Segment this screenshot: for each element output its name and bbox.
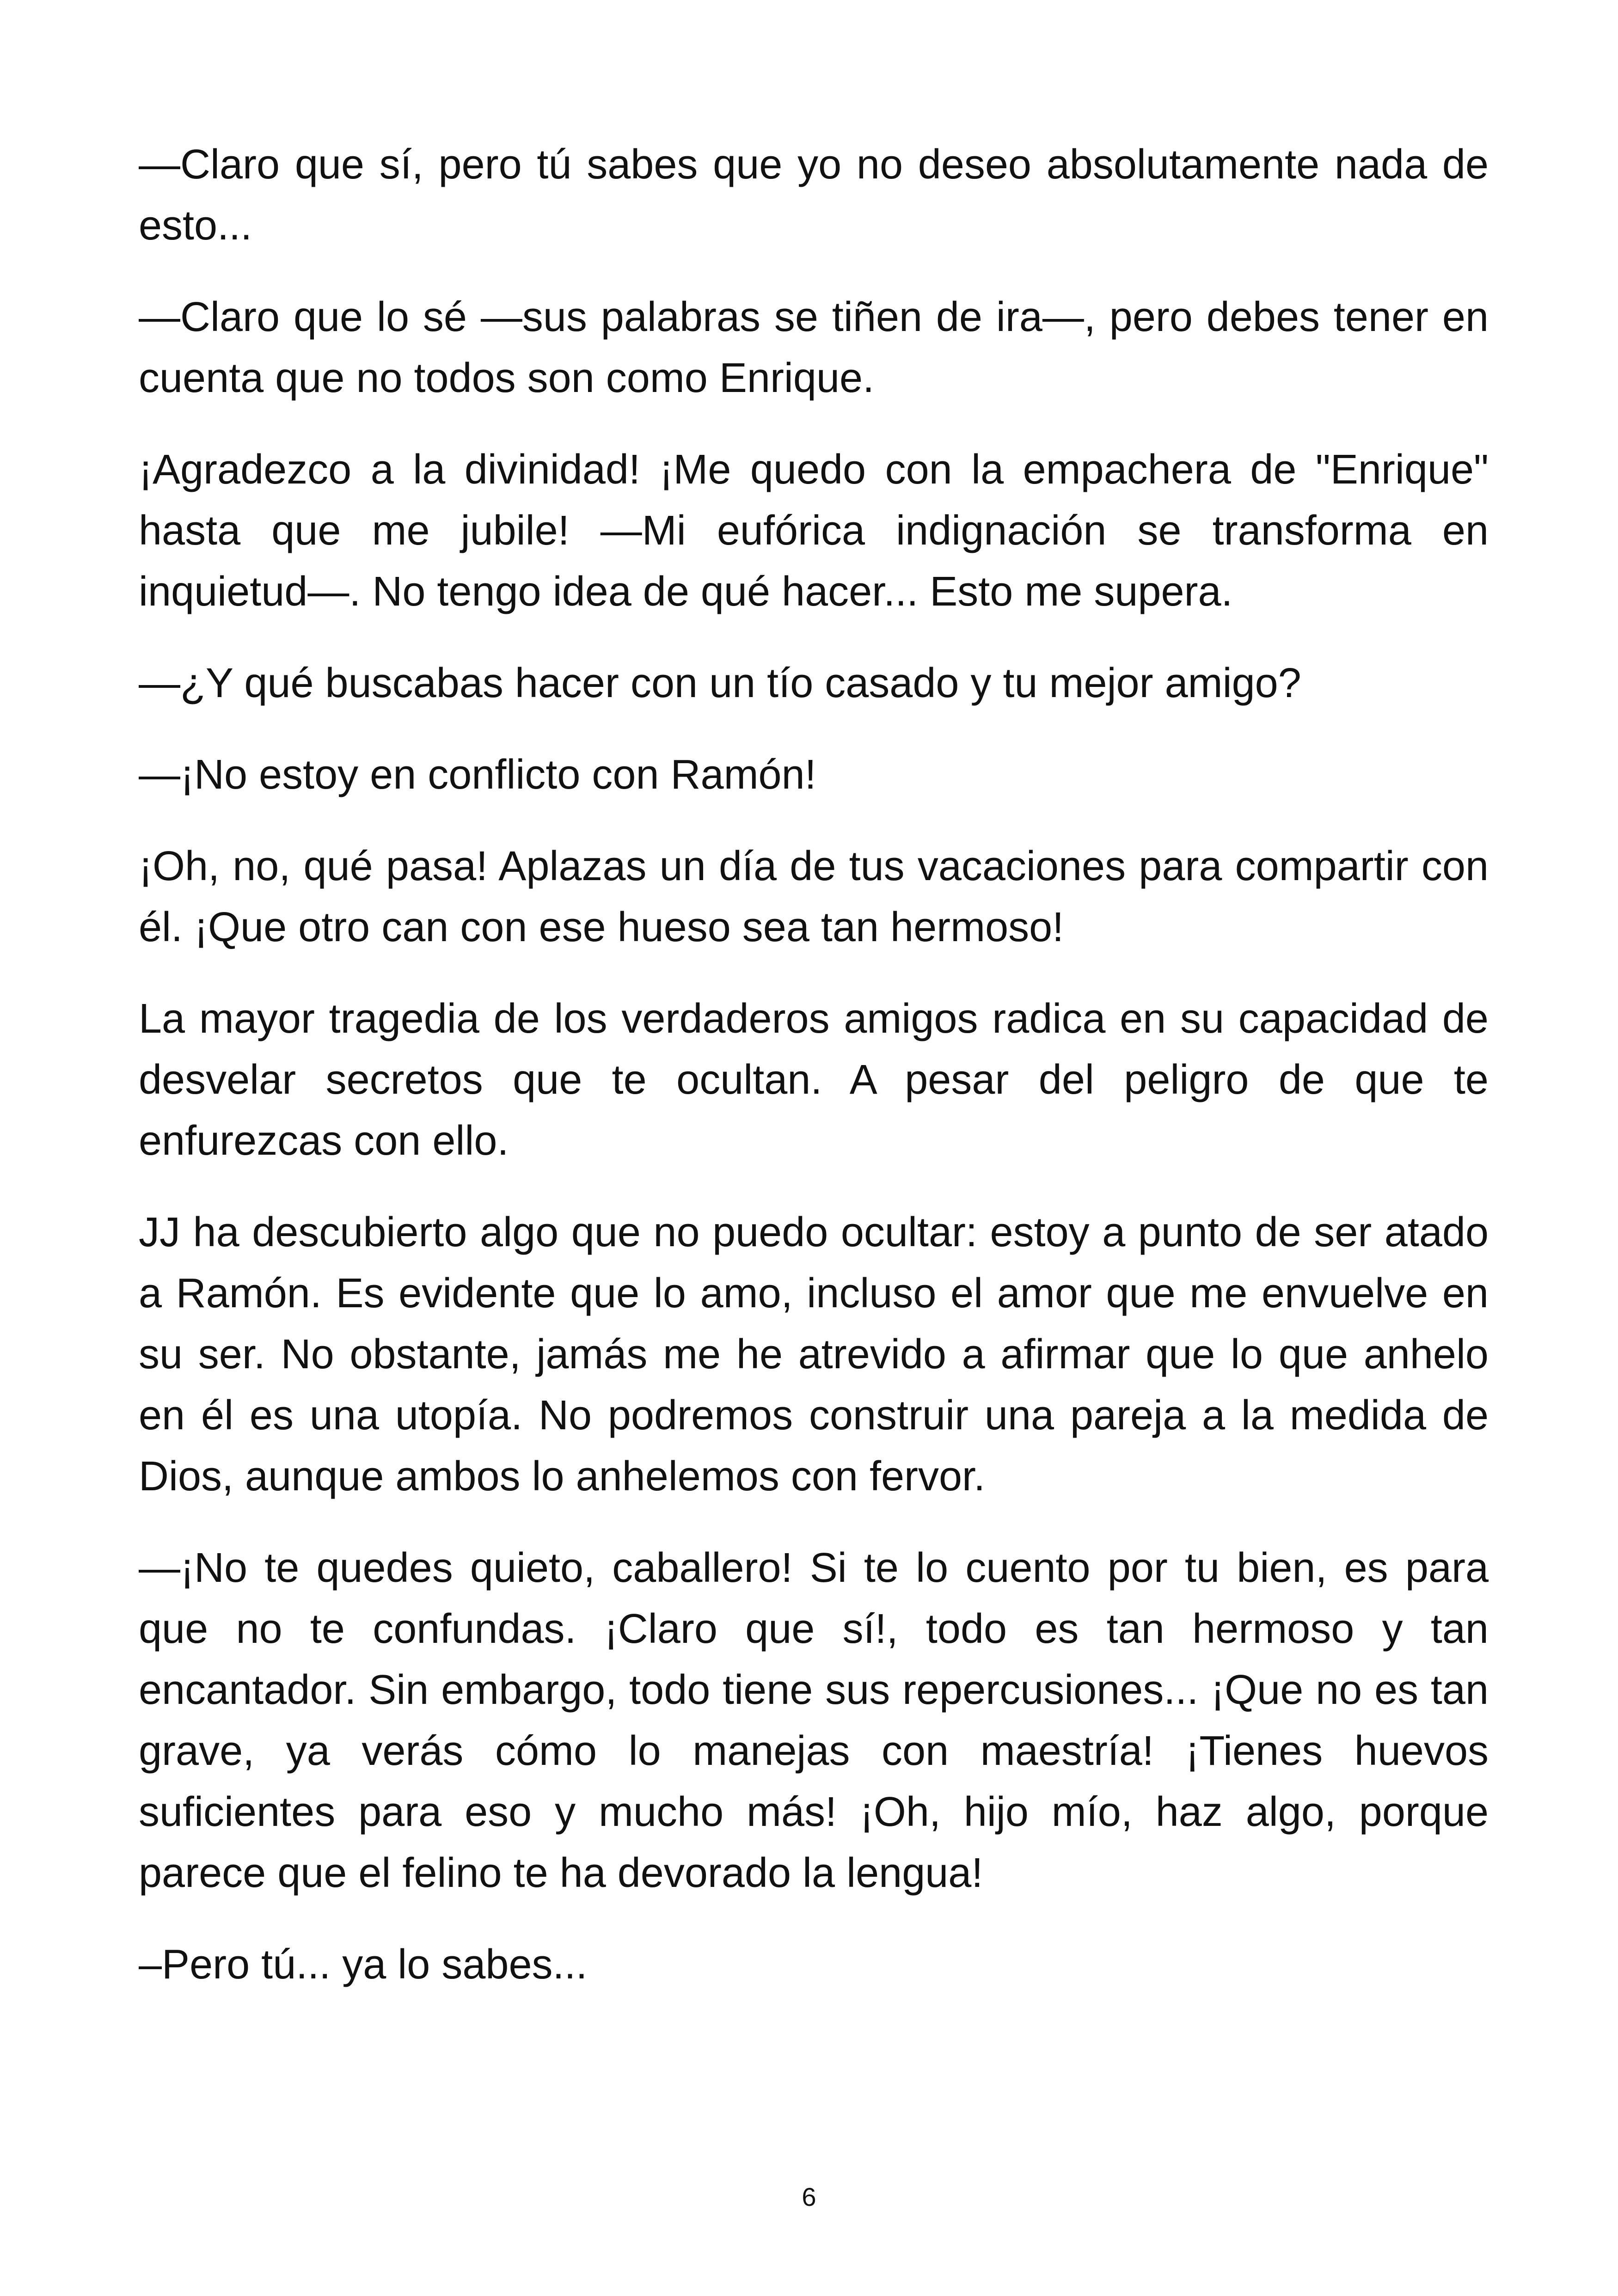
paragraph: —Claro que lo sé —sus palabras se tiñen de ira—, pero debes tener en cuenta que no todos son como Enrique. — [139, 294, 1489, 401]
paragraph: —¿Y qué buscabas hacer con un tío casado y tu mejor amigo? — [139, 660, 1301, 706]
paragraph: —¡No te quedes quieto, caballero! Si te lo cuento por tu bien, es para que no te confundas. ¡Claro que sí!, todo es tan hermoso y tan encantador. Sin embargo, todo tiene sus repercusiones... ¡Que no es tan grave, ya verás cómo lo manejas con maestría! ¡Tienes huevos suficientes para eso y mucho más! ¡Oh, hijo mío, haz algo, porque parece que el felino te ha devorado la lengua! — [139, 1545, 1489, 1896]
body-text — [139, 134, 1489, 2026]
paragraph: —¡No estoy en conflicto con Ramón! — [139, 752, 816, 798]
paragraph: La mayor tragedia de los verdaderos amigos radica en su capacidad de desvelar secretos que te ocultan. A pesar del peligro de que te enfurezcas con ello. — [139, 996, 1489, 1164]
page-number: 6 — [802, 2182, 816, 2211]
paragraph: JJ ha descubierto algo que no puedo ocultar: estoy a punto de ser atado a Ramón. Es evidente que lo amo, incluso el amor que me envuelve en su ser. No obstante, jamás me he atrevido a afirmar que lo que anhelo en él es una utopía. No podremos construir una pareja a la medida de Dios, aunque ambos lo anhelemos con fervor. — [139, 1209, 1489, 1500]
paragraph: —Claro que sí, pero tú sabes que yo no deseo absolutamente nada de esto... — [139, 141, 1489, 249]
paragraph: –Pero tú... ya lo sabes... — [139, 1941, 588, 1988]
paragraph: ¡Agradezco a la divinidad! ¡Me quedo con la empachera de "Enrique" hasta que me jubile! —Mi eufórica indignación se transforma en inquietud—. No tengo idea de qué hacer... Esto me supera. — [139, 447, 1489, 615]
paragraph: ¡Oh, no, qué pasa! Aplazas un día de tus vacaciones para compartir con él. ¡Que otro can con ese hueso sea tan hermoso! — [139, 843, 1489, 950]
